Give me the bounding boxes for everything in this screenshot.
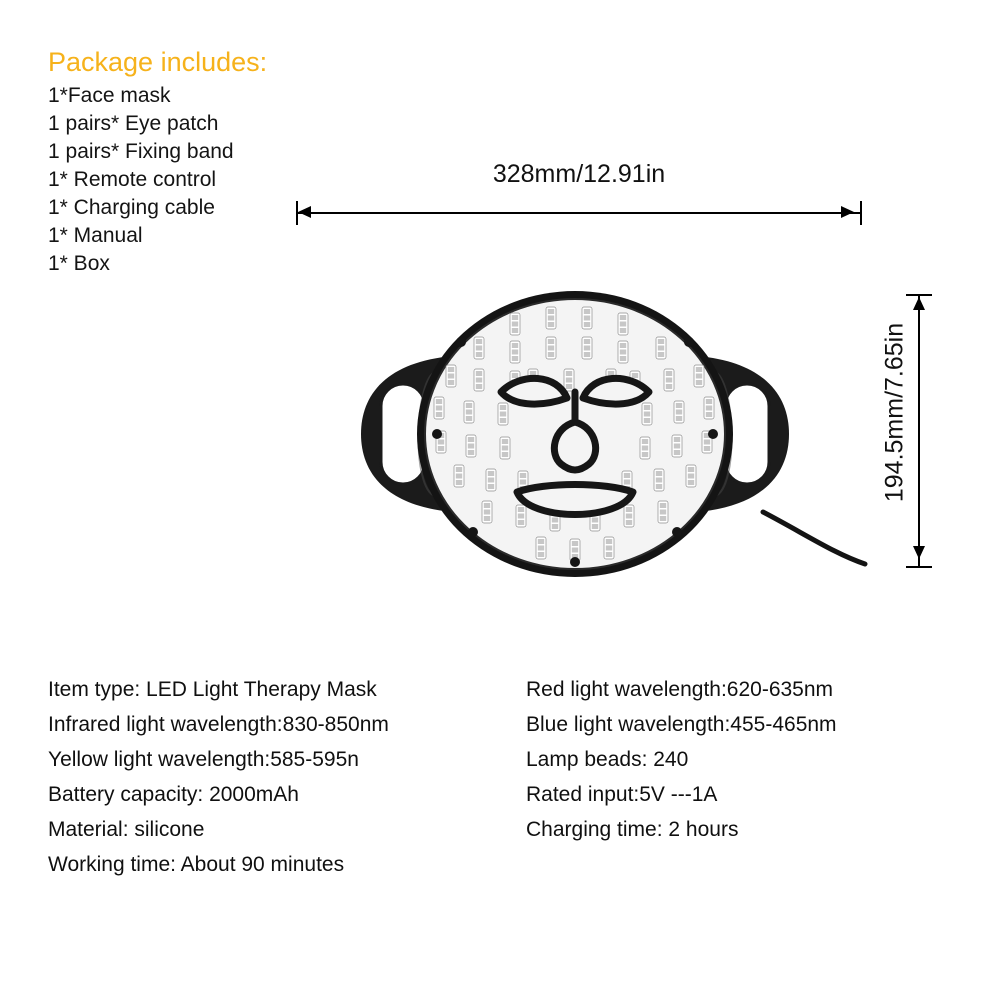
- height-tick-bottom: [906, 566, 932, 568]
- package-item: 1* Box: [48, 252, 110, 276]
- package-includes-title: Package includes:: [48, 47, 268, 77]
- spec-line: Item type: LED Light Therapy Mask: [48, 678, 377, 701]
- package-item: 1* Manual: [48, 224, 143, 248]
- width-dimension-line: [296, 212, 862, 214]
- spec-line: Red light wavelength:620-635nm: [526, 678, 834, 701]
- product-photo-led-mask: [265, 276, 885, 596]
- charging-cable: [763, 512, 865, 564]
- height-tick-top: [906, 294, 932, 296]
- package-item: 1*Face mask: [48, 84, 171, 108]
- width-dimension-label: 328mm/12.91in: [492, 160, 666, 188]
- specifications-table: [48, 672, 958, 882]
- specifications-column-right: [526, 672, 956, 882]
- height-dimension-line: [918, 294, 920, 568]
- width-dimension: [290, 160, 868, 240]
- width-tick-right: [860, 201, 862, 225]
- package-item: 1* Remote control: [48, 168, 217, 192]
- specifications-column-left: [48, 672, 508, 882]
- spec-line: Blue light wavelength:455-465nm: [526, 713, 837, 736]
- spec-line: Yellow light wavelength:585-595n: [48, 748, 359, 771]
- package-item: 1 pairs* Eye patch: [48, 112, 219, 136]
- arrow-right-icon: [841, 206, 854, 218]
- height-dimension-label: 194.5mm/7.65in: [880, 322, 909, 503]
- arrow-left-icon: [298, 206, 311, 218]
- mouth-opening: [517, 485, 633, 515]
- left-eye-opening: [501, 378, 567, 404]
- package-item: 1 pairs* Fixing band: [48, 140, 234, 164]
- right-eye-opening: [583, 378, 649, 404]
- arrow-down-icon: [913, 546, 925, 559]
- spec-line: Charging time: 2 hours: [526, 818, 739, 841]
- arrow-up-icon: [913, 297, 925, 310]
- spec-line: Material: silicone: [48, 818, 205, 841]
- spec-line: Infrared light wavelength:830-850nm: [48, 713, 389, 736]
- spec-line: Lamp beads: 240: [526, 748, 689, 771]
- spec-line: Working time: About 90 minutes: [48, 853, 345, 876]
- spec-line: Battery capacity: 2000mAh: [48, 783, 299, 806]
- spec-line: Rated input:5V ---1A: [526, 783, 718, 806]
- package-item: 1* Charging cable: [48, 196, 215, 220]
